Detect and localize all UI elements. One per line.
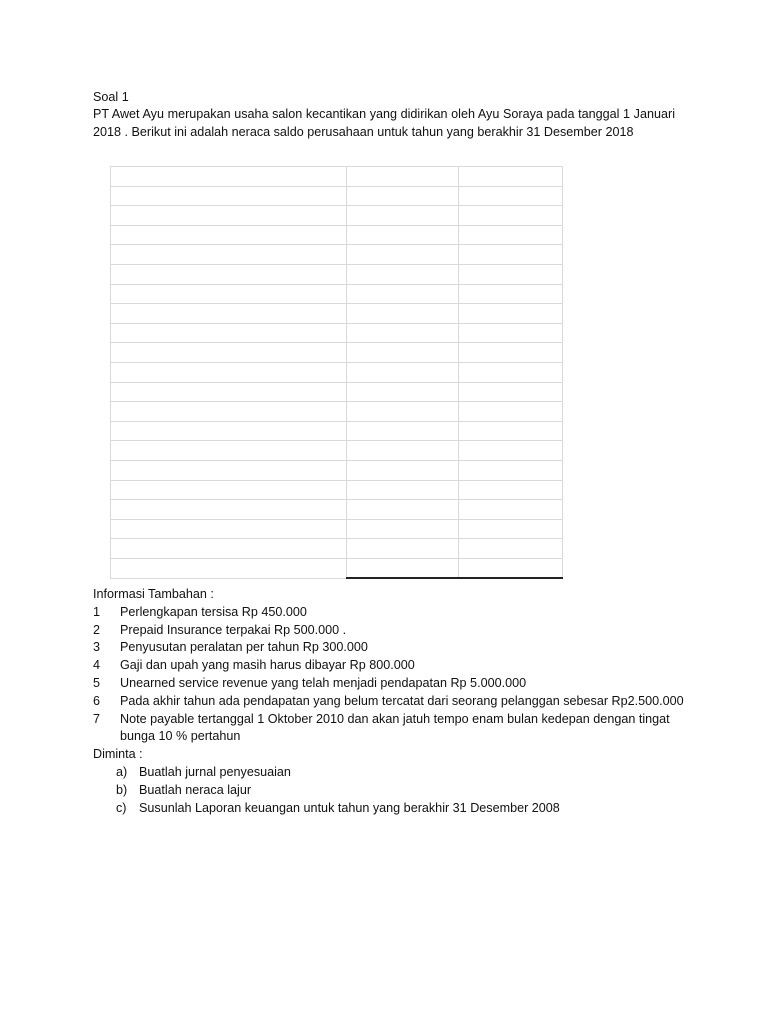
trial-balance-row xyxy=(111,402,563,422)
debit-cell xyxy=(347,382,459,402)
info-item-number: 7 xyxy=(93,711,101,726)
trial-balance-row xyxy=(111,362,563,382)
account-cell xyxy=(111,225,347,245)
trial-balance-row xyxy=(111,245,563,265)
trial-balance-row xyxy=(111,225,563,245)
account-cell xyxy=(111,343,347,363)
info-item-text: Perlengkapan tersisa Rp 450.000 xyxy=(120,604,307,619)
credit-cell xyxy=(459,382,563,402)
account-cell xyxy=(111,460,347,480)
account-cell xyxy=(111,362,347,382)
account-cell xyxy=(111,480,347,500)
credit-cell xyxy=(459,343,563,363)
info-item xyxy=(93,622,693,640)
account-cell xyxy=(111,441,347,461)
account-cell xyxy=(111,206,347,226)
info-item-number: 2 xyxy=(93,622,101,637)
trial-balance-row xyxy=(111,206,563,226)
credit-cell xyxy=(459,304,563,324)
debit-cell xyxy=(347,343,459,363)
debit-cell xyxy=(347,186,459,206)
requested-title: Diminta : xyxy=(93,747,143,762)
trial-balance-table xyxy=(110,166,563,579)
debit-cell xyxy=(347,245,459,265)
debit-cell xyxy=(347,323,459,343)
additional-info-title: Informasi Tambahan : xyxy=(93,587,214,601)
trial-balance-row xyxy=(111,323,563,343)
trial-balance-row xyxy=(111,500,563,520)
trial-balance-row xyxy=(111,539,563,559)
credit-cell xyxy=(459,421,563,441)
account-cell xyxy=(111,539,347,559)
debit-cell xyxy=(347,539,459,559)
info-item xyxy=(93,657,693,675)
requested-item-letter: c) xyxy=(116,800,127,815)
requested-item-text: Buatlah neraca lajur xyxy=(139,782,252,797)
credit-cell xyxy=(459,362,563,382)
info-item xyxy=(93,675,693,693)
debit-cell xyxy=(347,460,459,480)
trial-balance-row xyxy=(111,264,563,284)
credit-cell xyxy=(459,402,563,422)
requested-item-letter: b) xyxy=(116,782,128,797)
trial-balance-row xyxy=(111,421,563,441)
info-item xyxy=(93,693,693,711)
credit-cell xyxy=(459,558,563,578)
account-cell xyxy=(111,382,347,402)
debit-cell xyxy=(347,480,459,500)
trial-balance-row xyxy=(111,460,563,480)
debit-cell xyxy=(347,519,459,539)
credit-cell xyxy=(459,186,563,206)
info-item-text: Gaji dan upah yang masih harus dibayar Rp 800.000 xyxy=(120,658,415,673)
trial-balance-row xyxy=(111,480,563,500)
trial-balance-row xyxy=(111,304,563,324)
info-item-text: Prepaid Insurance terpakai Rp 500.000 . xyxy=(120,622,347,637)
debit-cell xyxy=(347,284,459,304)
debit-cell xyxy=(347,167,459,187)
account-cell xyxy=(111,167,347,187)
account-cell xyxy=(111,558,347,578)
account-cell xyxy=(111,186,347,206)
trial-balance-row xyxy=(111,167,563,187)
trial-balance-row xyxy=(111,382,563,402)
requested-item xyxy=(93,764,693,782)
account-cell xyxy=(111,500,347,520)
debit-cell xyxy=(347,225,459,245)
account-cell xyxy=(111,323,347,343)
info-item-number: 4 xyxy=(93,658,101,673)
requested-item-letter: a) xyxy=(116,764,128,779)
debit-cell xyxy=(347,421,459,441)
credit-cell xyxy=(459,500,563,520)
requested-item-text: Susunlah Laporan keuangan untuk tahun yang berakhir 31 Desember 2008 xyxy=(139,800,560,815)
additional-info-section xyxy=(93,586,693,817)
trial-balance-row xyxy=(111,558,563,578)
trial-balance-row xyxy=(111,284,563,304)
account-cell xyxy=(111,402,347,422)
info-item xyxy=(93,604,693,622)
credit-cell xyxy=(459,264,563,284)
info-item-text: Note payable tertanggal 1 Oktober 2010 dan akan jatuh tempo enam bulan kedepan dengan tingat bunga 10 % pertahun xyxy=(120,711,670,744)
account-cell xyxy=(111,519,347,539)
debit-cell xyxy=(347,304,459,324)
requested-item-text: Buatlah jurnal penyesuaian xyxy=(139,764,291,779)
debit-cell xyxy=(347,558,459,578)
question-intro: PT Awet Ayu merupakan usaha salon kecantikan yang didirikan oleh Ayu Soraya pada tanggal 1 Januari 2018 . Berikut ini adalah neraca saldo perusahaan untuk tahun yang berakhir 31 Desember 2018 xyxy=(93,107,675,139)
additional-info-list xyxy=(93,604,693,746)
credit-cell xyxy=(459,284,563,304)
debit-cell xyxy=(347,441,459,461)
account-cell xyxy=(111,264,347,284)
account-cell xyxy=(111,245,347,265)
info-item-number: 3 xyxy=(93,640,101,655)
credit-cell xyxy=(459,167,563,187)
credit-cell xyxy=(459,460,563,480)
info-item-number: 1 xyxy=(93,604,101,619)
credit-cell xyxy=(459,519,563,539)
trial-balance-row xyxy=(111,186,563,206)
info-item xyxy=(93,711,693,747)
trial-balance-row xyxy=(111,343,563,363)
info-item-text: Penyusutan peralatan per tahun Rp 300.000 xyxy=(120,640,368,655)
requested-item xyxy=(93,800,693,818)
info-item-number: 5 xyxy=(93,675,101,690)
requested-item xyxy=(93,782,693,800)
credit-cell xyxy=(459,539,563,559)
debit-cell xyxy=(347,264,459,284)
info-item-text: Pada akhir tahun ada pendapatan yang belum tercatat dari seorang pelanggan sebesar Rp2.500.000 xyxy=(120,693,684,708)
credit-cell xyxy=(459,206,563,226)
credit-cell xyxy=(459,441,563,461)
debit-cell xyxy=(347,500,459,520)
account-cell xyxy=(111,421,347,441)
credit-cell xyxy=(459,225,563,245)
account-cell xyxy=(111,284,347,304)
account-cell xyxy=(111,304,347,324)
credit-cell xyxy=(459,323,563,343)
question-title: Soal 1 xyxy=(93,90,129,104)
debit-cell xyxy=(347,206,459,226)
debit-cell xyxy=(347,402,459,422)
trial-balance-row xyxy=(111,519,563,539)
credit-cell xyxy=(459,480,563,500)
info-item-number: 6 xyxy=(93,693,101,708)
trial-balance-row xyxy=(111,441,563,461)
credit-cell xyxy=(459,245,563,265)
info-item-text: Unearned service revenue yang telah menjadi pendapatan Rp 5.000.000 xyxy=(120,675,527,690)
requested-list xyxy=(93,764,693,817)
info-item xyxy=(93,639,693,657)
debit-cell xyxy=(347,362,459,382)
